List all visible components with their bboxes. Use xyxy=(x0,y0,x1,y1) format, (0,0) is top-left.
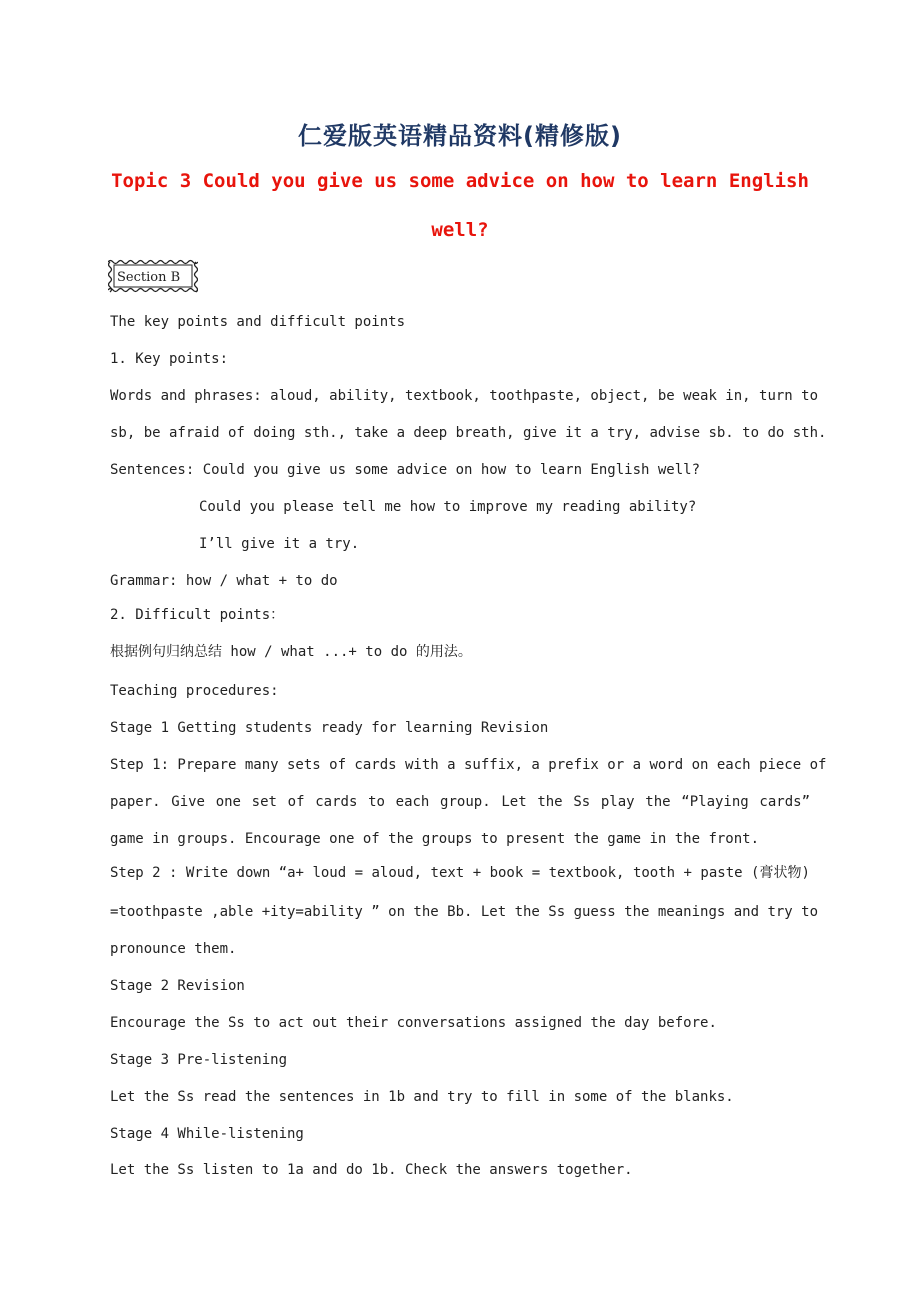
topic-title-line-2: well? xyxy=(431,219,489,241)
step-2-line-3: pronounce them. xyxy=(110,941,237,957)
stage-2-heading: Stage 2 Revision xyxy=(110,978,245,994)
words-phrases-line-2: sb, be afraid of doing sth., take a deep breath, give it a try, advise sb. to do sth. xyxy=(110,425,827,441)
heading-teaching-procedures: Teaching procedures: xyxy=(110,683,279,699)
step-2-line-2: =toothpaste ,able +ity=ability ” on the Bb. Let the Ss guess the meanings and try to xyxy=(110,904,819,920)
step-1-line-3: game in groups. Encourage one of the groups to present the game in the front. xyxy=(110,831,760,847)
words-phrases-line-1: Words and phrases: aloud, ability, textbook, toothpaste, object, be weak in, turn to xyxy=(110,388,819,404)
sentences-line-1: Sentences: Could you give us some advice on how to learn English well? xyxy=(110,462,701,478)
stage-1-heading: Stage 1 Getting students ready for learning Revision xyxy=(110,720,549,736)
stage-4-heading: Stage 4 While-listening xyxy=(110,1126,304,1142)
stage-3-text: Let the Ss read the sentences in 1b and try to fill in some of the blanks. xyxy=(110,1089,734,1105)
difficult-points-text: 根据例句归纳总结 how / what ...+ to do 的用法。 xyxy=(110,644,472,660)
section-badge-label: Section B xyxy=(117,270,181,285)
stage-4-text: Let the Ss listen to 1a and do 1b. Check the answers together. xyxy=(110,1162,633,1178)
heading-difficult-points: 2. Difficult points： xyxy=(110,607,285,623)
brand-title: 仁爱版英语精品资料(精修版) xyxy=(298,122,622,150)
heading-key-difficult-points: The key points and difficult points xyxy=(110,314,406,330)
step-2-line-1: Step 2 : Write down “a+ loud = aloud, text + book = textbook, tooth + paste (膏状物) xyxy=(110,865,810,881)
sentences-line-3: I’ll give it a try. xyxy=(199,536,360,552)
grammar-line: Grammar: how / what + to do xyxy=(110,573,338,589)
stage-2-text: Encourage the Ss to act out their conversations assigned the day before. xyxy=(110,1015,717,1031)
step-1-line-2: paper. Give one set of cards to each group. Let the Ss play the “Playing cards” xyxy=(110,794,810,810)
sentences-line-2: Could you please tell me how to improve my reading ability? xyxy=(199,499,697,515)
topic-title-line-1: Topic 3 Could you give us some advice on how to learn English xyxy=(111,170,809,192)
section-badge xyxy=(108,259,198,293)
stage-3-heading: Stage 3 Pre-listening xyxy=(110,1052,288,1068)
step-1-line-1: Step 1: Prepare many sets of cards with a suffix, a prefix or a word on each piece of xyxy=(110,757,827,773)
heading-key-points: 1. Key points: xyxy=(110,351,229,367)
